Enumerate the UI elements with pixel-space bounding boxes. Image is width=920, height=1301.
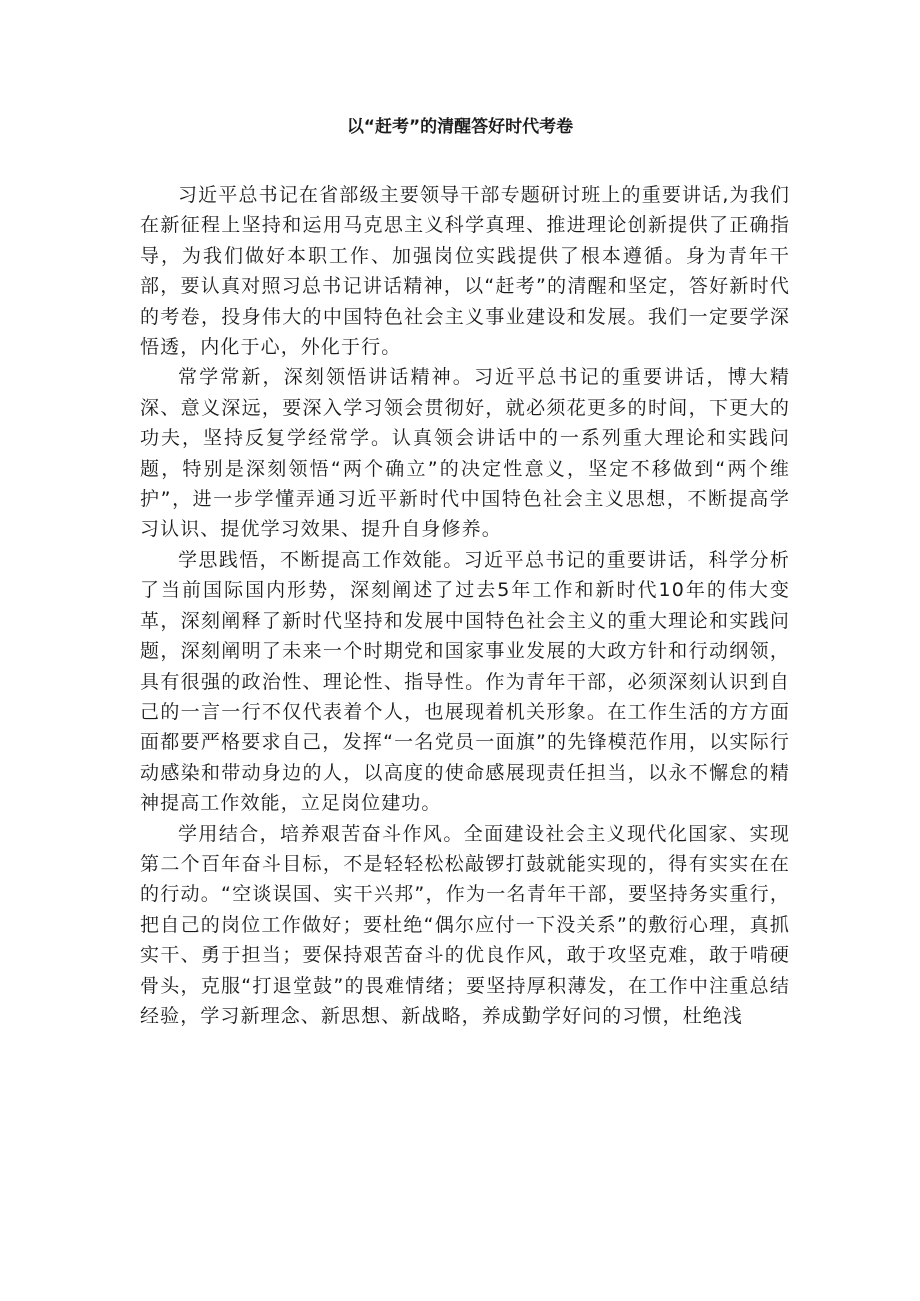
paragraph-intro: 习近平总书记在省部级主要领导干部专题研讨班上的重要讲话,为我们在新征程上坚持和运用马克思主义科学真理、推进理论创新提供了正确指导，为我们做好本职工作、加强岗位实践提供了根本遵循。身为青年干部，要认真对照习总书记讲话精神，以“赶考”的清醒和坚定，答好新时代的考卷，投身伟大的中国特色社会主义事业建设和发展。我们一定要学深悟透，内化于心，外化于行。 xyxy=(140,184,790,359)
document-body xyxy=(140,180,790,1031)
paragraph-study: 常学常新，深刻领悟讲话精神。习近平总书记的重要讲话，博大精深、意义深远，要深入学习领会贯彻好，就必须花更多的时间，下更大的功夫，坚持反复学经常学。认真领会讲话中的一系列重大理论和实践问题，特别是深刻领悟“两个确立”的决定性意义，坚定不移做到“两个维护”，进一步学懂弄通习近平新时代中国特色社会主义思想，不断提高学习认识、提优学习效果、提升自身修养。 xyxy=(140,366,790,541)
paragraph-apply: 学用结合，培养艰苦奋斗作风。全面建设社会主义现代化国家、实现第二个百年奋斗目标，不是轻轻松松敲锣打鼓就能实现的，得有实实在在的行动。“空谈误国、实干兴邦”，作为一名青年干部，要坚持务实重行，把自己的岗位工作做好；要杜绝“偶尔应付一下没关系”的敷衍心理，真抓实干、勇于担当；要保持艰苦奋斗的优良作风，敢于攻坚克难，敢于啃硬骨头，克服“打退堂鼓”的畏难情绪；要坚持厚积薄发，在工作中注重总结经验，学习新理念、新思想、新战略，养成勤学好问的习惯，杜绝浅 xyxy=(140,822,790,1027)
paragraph-practice: 学思践悟，不断提高工作效能。习近平总书记的重要讲话，科学分析了当前国际国内形势，深刻阐述了过去5年工作和新时代10年的伟大变革，深刻阐释了新时代坚持和发展中国特色社会主义的重大理论和实践问题，深刻阐明了未来一个时期党和国家事业发展的大政方针和行动纲领，具有很强的政治性、理论性、指导性。作为青年干部，必须深刻认识到自己的一言一行不仅代表着个人，也展现着机关形象。在工作生活的方方面面都要严格要求自己，发挥“一名党员一面旗”的先锋模范作用，以实际行动感染和带动身边的人，以高度的使命感展现责任担当，以永不懈怠的精神提高工作效能，立足岗位建功。 xyxy=(140,548,790,815)
document-title: 以“赶考”的清醒答好时代考卷 xyxy=(346,117,574,137)
